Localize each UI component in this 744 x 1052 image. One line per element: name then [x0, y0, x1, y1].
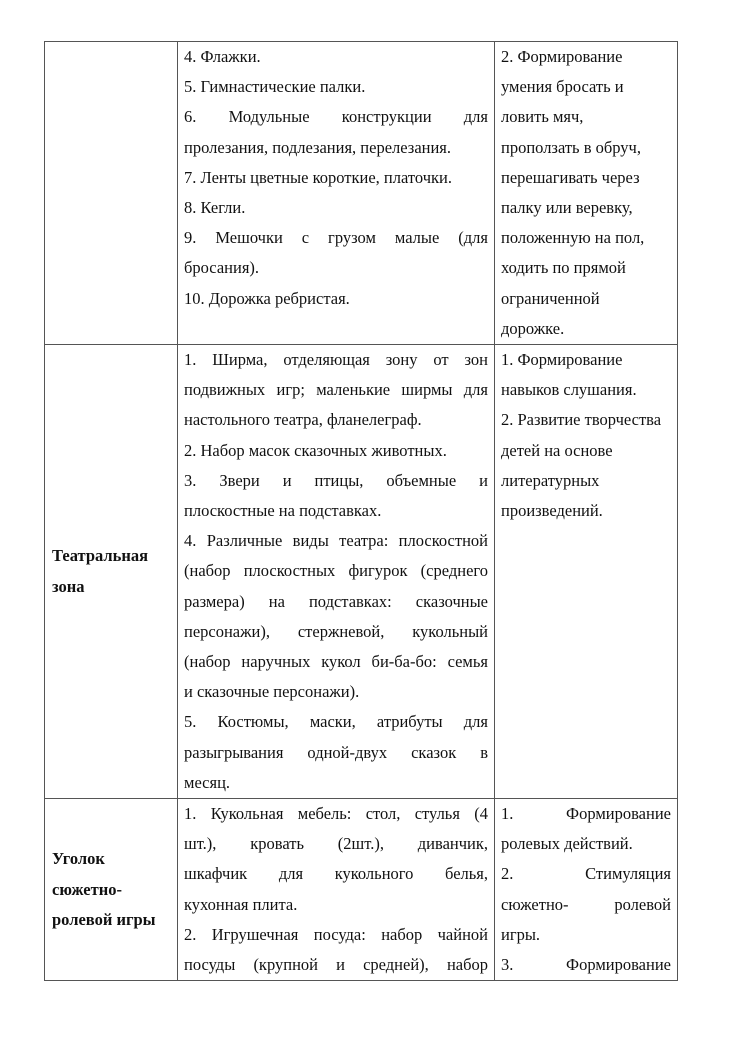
goals-cell	[495, 345, 678, 799]
equipment-line: 2. Игрушечная посуда: набор чайной	[184, 924, 488, 944]
equipment-line: шкафчик для кукольного белья,	[184, 864, 488, 884]
zone-name-cell	[45, 799, 178, 981]
equipment-line: шт.), кровать (2шт.), диванчик,	[184, 834, 488, 854]
goal-line: литературных	[501, 470, 600, 490]
equipment-line: бросания).	[184, 258, 260, 278]
goal-line: перешагивать через	[501, 167, 640, 187]
zone-name-line: ролевой игры	[52, 909, 156, 929]
goal-line: 2. Формирование	[501, 47, 623, 66]
zone-name-line: зона	[52, 576, 85, 596]
goal-line: умения бросать и	[501, 77, 624, 97]
table-row	[45, 799, 678, 981]
equipment-line: 7. Ленты цветные короткие, платочки.	[184, 167, 452, 187]
zone-name-line: сюжетно-	[52, 879, 122, 899]
equipment-line: 2. Набор масок сказочных животных.	[184, 440, 447, 460]
goal-line: 1. Формирование	[501, 350, 623, 370]
goal-line: детей на основе	[501, 440, 613, 460]
equipment-list-cell	[178, 799, 495, 981]
goal-line: дорожке.	[501, 318, 565, 338]
equipment-line: пролезания, подлезания, перелезания.	[184, 137, 452, 157]
equipment-line: 10. Дорожка ребристая.	[184, 288, 350, 308]
equipment-line: 5. Гимнастические палки.	[184, 77, 366, 97]
equipment-line: 8. Кегли.	[184, 198, 246, 218]
goal-line: положенную на пол,	[501, 228, 645, 248]
equipment-line: (набор плоскостных фигурок (среднего	[184, 561, 488, 581]
equipment-line: 1. Кукольная мебель: стол, стулья (4	[184, 804, 488, 824]
zone-name-cell	[45, 345, 178, 799]
equipment-line: месяц.	[184, 772, 231, 792]
goal-line: 1. Формирование	[501, 804, 671, 824]
equipment-line: кухонная плита.	[184, 894, 298, 914]
equipment-line: подвижных игр; маленькие ширмы для	[184, 380, 488, 400]
goal-line: ограниченной	[501, 288, 600, 308]
equipment-line: 5. Костюмы, маски, атрибуты для	[184, 712, 488, 732]
goal-line: проползать в обруч,	[501, 137, 641, 157]
goal-line: 2. Развитие творчества	[501, 410, 662, 430]
equipment-line: 4. Флажки.	[184, 47, 261, 66]
goal-line: игры.	[501, 924, 541, 944]
zone-name-cell	[45, 42, 178, 345]
goal-line: палку или веревку,	[501, 198, 633, 218]
equipment-line: 4. Различные виды театра: плоскостной	[184, 531, 488, 551]
goals-cell	[495, 799, 678, 981]
equipment-line: и сказочные персонажи).	[184, 682, 360, 702]
equipment-line: 9. Мешочки с грузом малые (для	[184, 228, 488, 248]
table-row	[45, 42, 678, 345]
goal-line: произведений.	[501, 501, 603, 521]
equipment-line: 1. Ширма, отделяющая зону от зон	[184, 350, 488, 370]
equipment-line: (набор наручных кукол би-ба-бо: семья	[184, 652, 488, 672]
equipment-line: размера) на подставках: сказочные	[184, 591, 488, 611]
equipment-line: настольного театра, фланелеграф.	[184, 410, 422, 430]
goal-line: навыков слушания.	[501, 380, 637, 400]
equipment-line: разыгрывания одной-двух сказок в	[184, 742, 488, 762]
equipment-line: посуды (крупной и средней), набор	[184, 955, 488, 975]
equipment-line: персонажи), стержневой, кукольный	[184, 621, 488, 641]
goal-line: ходить по прямой	[501, 258, 626, 278]
equipment-line: плоскостные на подставках.	[184, 501, 382, 521]
goal-line: 2. Стимуляция	[501, 864, 671, 884]
zone-name-line: Уголок	[52, 849, 105, 869]
equipment-line: 6. Модульные конструкции для	[184, 107, 488, 127]
goal-line: 3. Формирование	[501, 955, 671, 975]
equipment-list-cell	[178, 42, 495, 345]
goal-line: сюжетно- ролевой	[501, 894, 671, 914]
goal-line: ловить мяч,	[501, 107, 584, 127]
table-row	[45, 345, 678, 799]
equipment-list-cell	[178, 345, 495, 799]
goal-line: ролевых действий.	[501, 834, 633, 854]
equipment-table	[44, 41, 678, 981]
zone-name-line: Театральная	[52, 546, 149, 566]
equipment-line: 3. Звери и птицы, объемные и	[184, 470, 488, 490]
goals-cell	[495, 42, 678, 345]
